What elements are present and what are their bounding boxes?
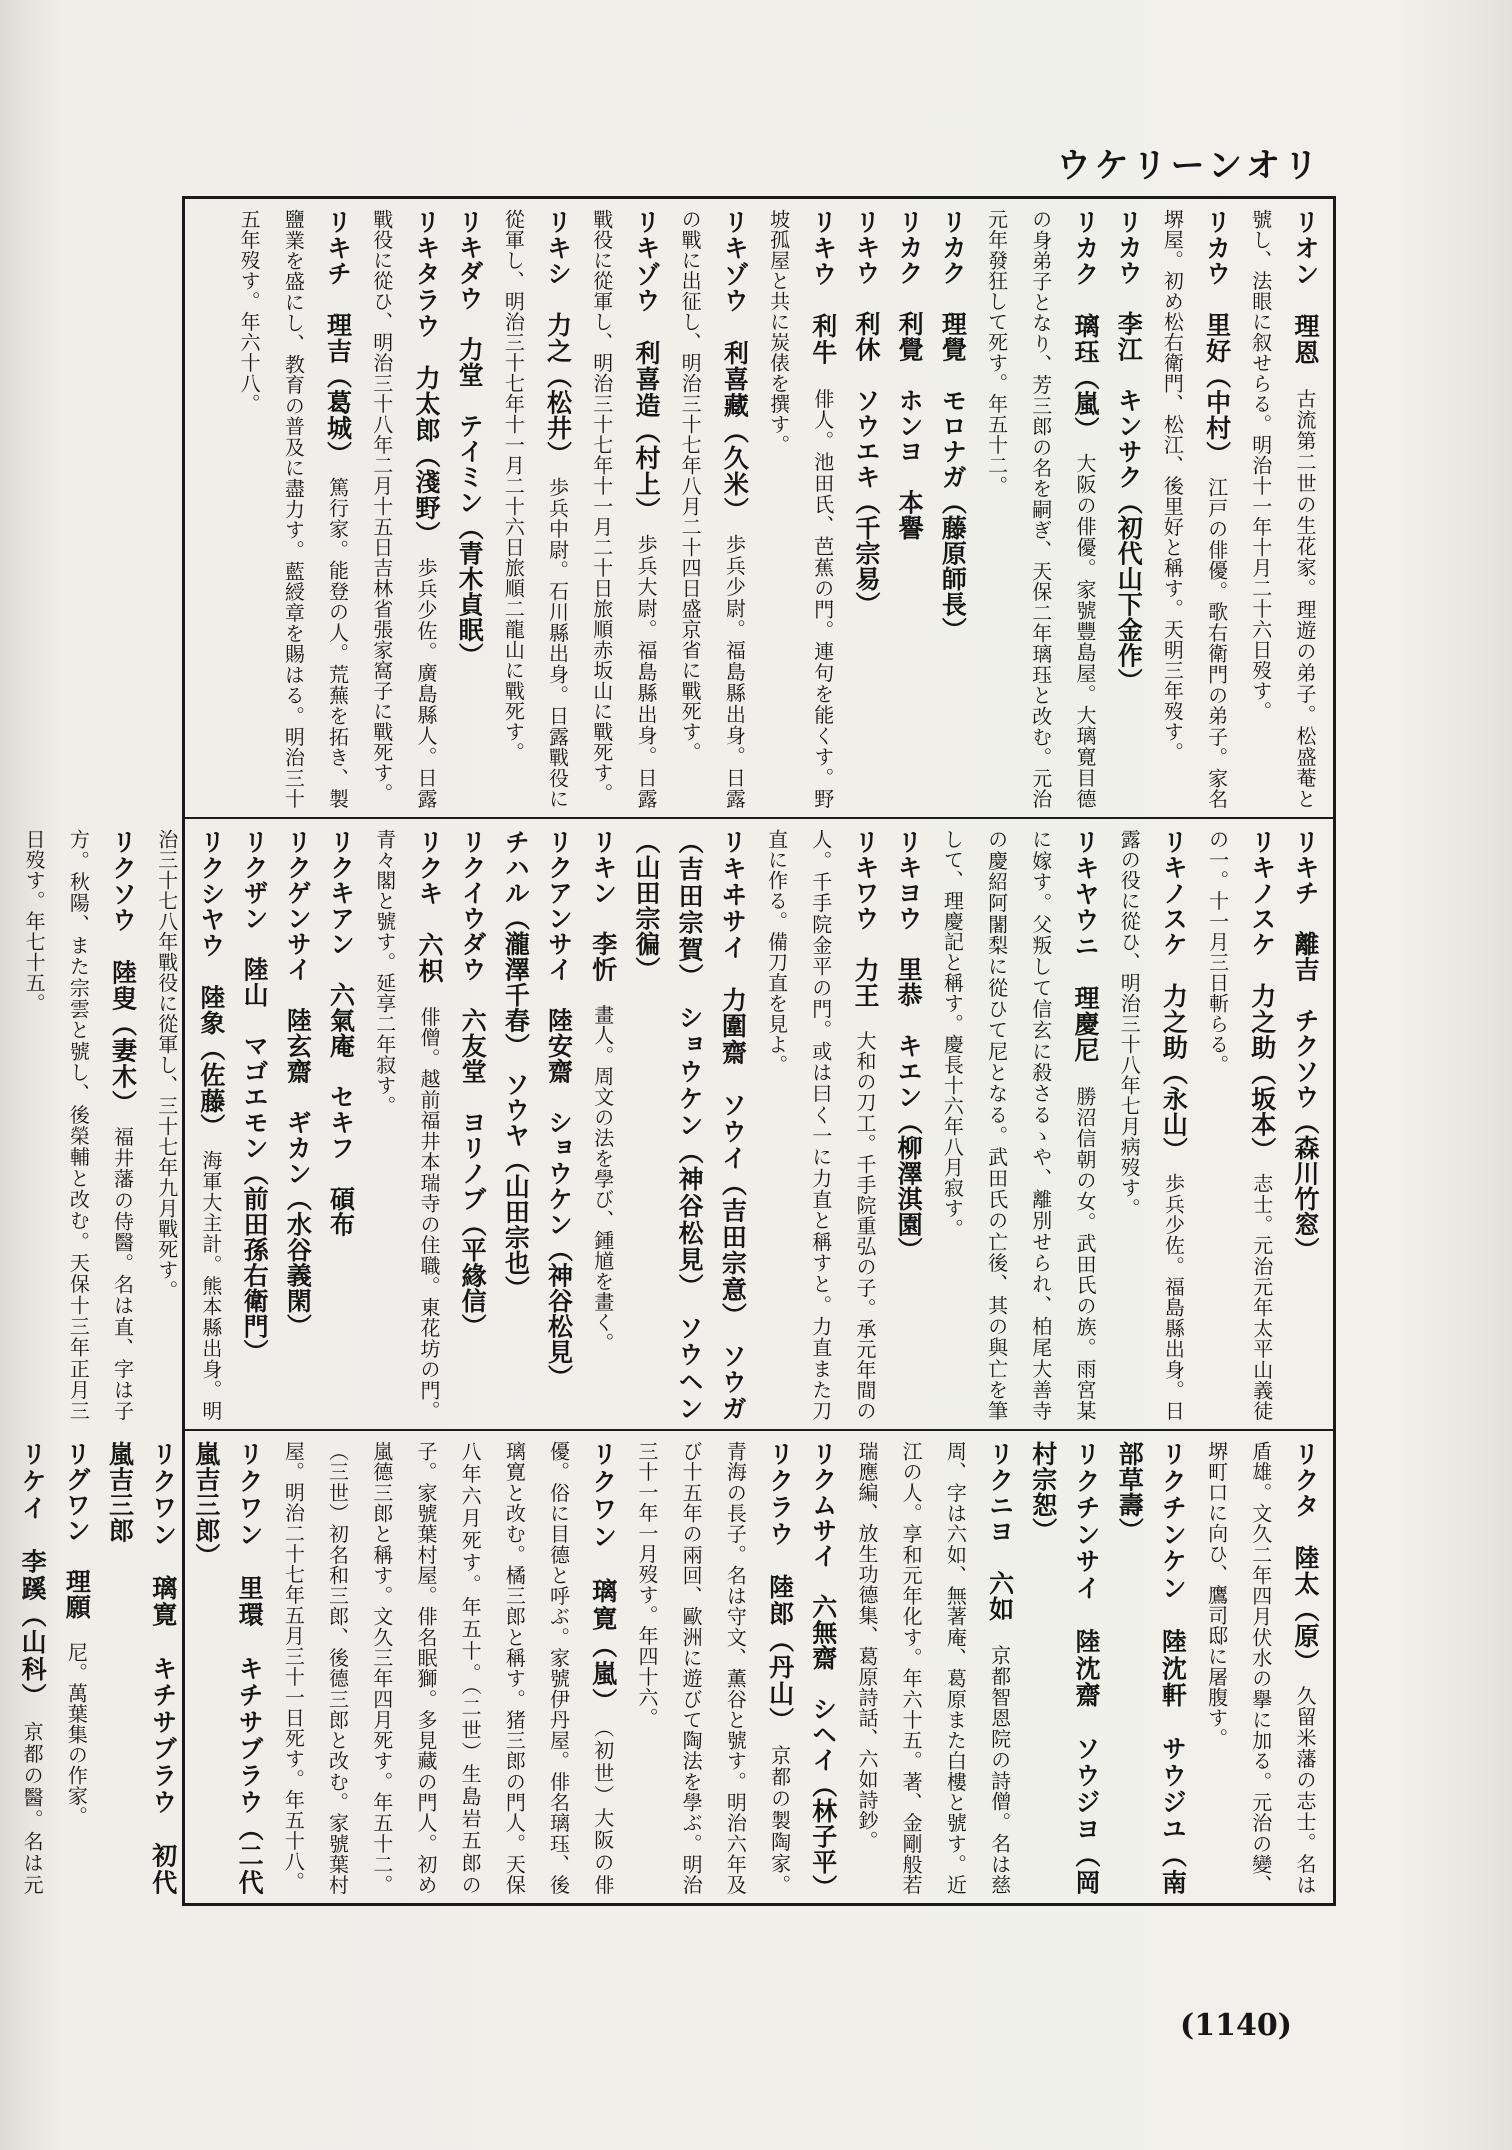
entry-headword: リキノスケ 力之助（永山） (1159, 829, 1189, 1151)
entry-headword: リクラウ 陸郎（丹山） (765, 1441, 795, 1722)
entry-headword: リクワン 璃寛（嵐） (588, 1441, 618, 1703)
entry-headword: リオン 理恩 (1291, 209, 1320, 366)
dictionary-frame (18, 196, 1336, 1906)
dictionary-entry (1284, 829, 1327, 1421)
dictionary-entry (887, 829, 930, 1421)
entry-headword: リキタラウ 力太郎（淺野） (411, 209, 441, 535)
dictionary-entry (625, 1441, 802, 1895)
dictionary-entry (668, 209, 756, 809)
entry-spacer (591, 1703, 616, 1727)
entry-spacer (546, 454, 571, 477)
entry-headword: リクゲンサイ 陸玄齋 ギカン（水谷義閑） (283, 829, 313, 1339)
entry-definition: 古流第二世の生花家。理遊の弟子。松盛菴と號し、法眼に叙せらる。明治十一年十月二十六日歿す。 (1248, 209, 1317, 810)
entry-definition: 歩兵大尉。福島縣出身。日露戰役に從軍し、明治三十七年十一月二十日旅順赤坂山に戰死す。 (589, 209, 658, 810)
dictionary-entry (319, 829, 362, 1421)
dictionary-entry (974, 209, 1107, 809)
dictionary-entry (448, 209, 491, 809)
dictionary-entry (0, 1441, 54, 1895)
entry-spacer (326, 454, 351, 477)
entry-spacer (1205, 454, 1230, 477)
entry-spacer (1293, 1663, 1318, 1686)
entry-spacer (634, 511, 659, 534)
dictionary-entry (581, 829, 625, 1421)
dictionary-entry (537, 829, 580, 1421)
dictionary-entry (1107, 209, 1150, 809)
entry-headword: リカウ 里好（中村） (1202, 209, 1232, 455)
dictionary-entry (54, 1441, 98, 1895)
entry-spacer (20, 1697, 45, 1721)
entry-headword: リクムサイ 六無齋 シヘイ（林子平） (808, 1441, 838, 1900)
entry-headword: リカク 利覺 ホンヨ 本譽 (895, 209, 925, 541)
entry-headword: リキン 李忻 (588, 829, 618, 982)
entry-definition: 江戸の俳優。歌右衛門の弟子。家名堺屋。初め松右衛門、松江、後里好と稱す。天明三年歿す。 (1160, 209, 1229, 810)
entry-spacer (988, 1622, 1013, 1645)
dictionary-entry (494, 829, 537, 1421)
entry-headword: リカク 璃珏（嵐） (1070, 209, 1100, 431)
running-head: ウケリーンオリ (1056, 146, 1322, 186)
entry-spacer (722, 511, 747, 534)
dictionary-entry (145, 829, 233, 1421)
entry-spacer (591, 982, 616, 1005)
entry-headword: リクイウダウ 六友堂 ヨリノブ（平緣信） (458, 829, 488, 1339)
entry-headword: リクワン 里環 キチサブラウ（二代嵐吉三郎） (191, 1441, 265, 1895)
dictionary-entry (754, 829, 887, 1421)
dictionary-entry (888, 209, 931, 809)
entry-headword: リクキアン 六氣庵 セキフ 碩布 (326, 829, 356, 1237)
dictionary-entry (1107, 829, 1195, 1421)
entry-headword: リキワウ 力王 (850, 829, 880, 1008)
entry-definition: 大阪の俳優。家號豐島屋。大璃寛目德の身弟子となり、芳三郎の名を嗣ぎ、天保二年璃珏と改む。元治元年發狂して死す。年五十二。 (984, 209, 1097, 810)
dictionary-entry (1239, 209, 1327, 809)
entry-headword: リキゾウ 利喜藏（久米） (720, 209, 750, 511)
entry-definition: （初世）大阪の俳優。俗に目德と呼ぶ。家號伊丹屋。俳名璃珏、後璃寛と改む。橘三郎と稱す。猪三郎の門人。天保八年六月死す。年五十。（二世）生島岩五郎の子。家號葉村屋。俳名眠獅。多見藏の門人。初め嵐德三郎と稱す。文久三年四月死す。年五十二。（三世）初名和三郎、後德三郎と改む。家號葉村屋。明治二十七年五月三十一日死す。年五十八。 (281, 1441, 615, 1896)
dictionary-entry (227, 209, 360, 809)
dictionary-entry (802, 1441, 845, 1900)
entry-headword: リキシ 力之（松井） (543, 209, 573, 455)
entry-definition: 京都の醫。名は元 (20, 1721, 45, 1896)
page-number: (1140) (1180, 2008, 1292, 2043)
entry-spacer (64, 1620, 89, 1643)
dictionary-entry (845, 1441, 1022, 1895)
entry-headword: リクワン 璃寛 キチサブラウ 初代嵐吉三郎 (105, 1441, 178, 1895)
dictionary-entry (276, 829, 319, 1421)
entry-headword: リクチンサイ 陸沈齋 ソウジヨ（岡村宗恕） (1028, 1441, 1101, 1895)
middle-tier (22, 817, 1333, 1429)
entry-headword: リカク 理覺 モロナガ（藤原師長） (938, 209, 968, 643)
entry-headword: リキノスケ 力之助（坂本） (1247, 829, 1277, 1151)
entry-headword: リキチ 理吉（葛城） (323, 209, 353, 455)
entry-spacer (1073, 430, 1098, 453)
dictionary-entry (1150, 209, 1238, 809)
entry-spacer (199, 1127, 224, 1150)
dictionary-entry (185, 1441, 271, 1895)
dictionary-entry (1022, 1441, 1108, 1895)
dictionary-entry (451, 829, 494, 1421)
entry-spacer (414, 535, 439, 558)
entry-headword: リクニヨ 六如 (985, 1441, 1015, 1623)
entry-spacer (111, 1103, 136, 1126)
entry-spacer (1073, 1063, 1098, 1086)
entry-headword: リクザン 陸山 マゴエモン（前田孫右衛門） (240, 829, 270, 1365)
entry-headword: リクシヤウ 陸象（佐藤） (196, 829, 226, 1128)
dictionary-entry (98, 1441, 184, 1895)
entry-definition: 俳人。池田氏、芭蕉の門。連句を能くす。野坡孤屋と共に炭俵を撰す。 (766, 209, 835, 810)
entry-definition: 志士。元治元年太平山義徒の一。十一月三日斬らる。 (1205, 829, 1274, 1422)
entry-headword: リキヰサイ 力圍齋 ソウイ（吉田宗意） ソウガ（吉田宗賀） ショウケン（神谷松見） ソウヘン（山田宗徧） (631, 829, 748, 1421)
dictionary-entry (756, 209, 844, 809)
entry-definition: 久留米藩の志士。名は盾雄。文久二年四月伏水の擧に加る。元治の變、堺町口に向ひ、鷹司邸に屠腹す。 (1204, 1441, 1317, 1895)
entry-definition: 海軍大主計。熊本縣出身。明治三十七八年戰役に從軍し、三十七年九月戰死す。 (154, 829, 223, 1422)
entry-headword: リクソウ 陸叟（妻木） (108, 829, 138, 1104)
entry-definition: 京都智恩院の詩僧。名は慈周、字は六如、無著庵、葛原また白樓と號す。近江の人。享和元年化す。年六十五。著、金剛般若瑞應編、放生功德集、葛原詩話、六如詩鈔。 (854, 1441, 1012, 1896)
entry-headword: リカウ 李江 キンサク（初代山下金作） (1114, 209, 1144, 694)
dictionary-entry (363, 829, 451, 1421)
entry-definition: 大和の刀工。千手院重弘の子。承元年間の人。千手院金平の門。或は曰く一に力直と稱すと。力直また刀直に作る。備刀直を見よ。 (764, 829, 877, 1422)
entry-headword: リグワン 理願 (62, 1441, 92, 1620)
entry-headword: チハル（瀧澤千春） ソウヤ（山田宗也） (501, 829, 531, 1301)
dictionary-entry (1194, 1441, 1327, 1895)
entry-headword: リキヤウニ 理慶尼 (1070, 829, 1100, 1063)
dictionary-entry (930, 829, 1107, 1421)
entry-definition: 尼。萬葉集の作家。 (64, 1642, 89, 1827)
dictionary-entry (625, 829, 755, 1421)
entry-definition: 俳僧。越前福井本瑞寺の住職。東花坊の門。青々閣と號す。延享二年寂す。 (372, 829, 441, 1421)
dictionary-entry (845, 209, 888, 809)
entry-definition: 歩兵少尉。福島縣出身。日露の戰に出征し、明治三十七年八月二十四日盛京省に戰死す。 (678, 209, 747, 810)
entry-spacer (853, 1008, 878, 1031)
entry-spacer (1293, 365, 1318, 388)
dictionary-entry (1108, 1441, 1194, 1895)
entry-headword: リクタ 陸太（原） (1291, 1441, 1320, 1663)
entry-headword: リクキ 六枳 (414, 829, 444, 984)
dictionary-entry (491, 209, 579, 809)
dictionary-entry (271, 1441, 625, 1895)
entry-headword: リキウ 利休 ソウエキ（千宗易） (851, 209, 881, 617)
upper-tier (185, 199, 1333, 817)
entry-headword: リキゾウ 利喜造（村上） (631, 209, 661, 511)
entry-definition: 歩兵少佐。廣島縣人。日露戰役に從ひ、明治三十八年二月十五日吉林省張家窩子に戰死す。 (369, 209, 438, 809)
entry-definition: 福井藩の侍醫。名は直、字は子方。秋陽、また宗雲と號し、後榮輔と改む。天保十三年正月三日歿す。年七十五。 (22, 829, 135, 1422)
entry-spacer (1161, 1150, 1186, 1173)
dictionary-entry (360, 209, 448, 809)
entry-headword: リキヨウ 里恭 キエン（柳澤淇園） (894, 829, 924, 1263)
entry-headword: リキチ 離吉 チクソウ（森川竹窓） (1291, 829, 1320, 1263)
dictionary-entry (12, 829, 145, 1421)
lower-tier (18, 1429, 1333, 1903)
entry-definition: 畫人。周文の法を學び、鍾馗を畫く。 (590, 1004, 615, 1353)
entry-spacer (417, 984, 442, 1007)
entry-definition: 歩兵少佐。福島縣出身。日露の役に從ひ、明治三十八年七月病歿す。 (1117, 829, 1186, 1422)
dictionary-entry (233, 829, 276, 1421)
dictionary-entry (580, 209, 668, 809)
entry-headword: リクアンサイ 陸安齋 ショウケン（神谷松見） (544, 829, 574, 1390)
dictionary-entry (931, 209, 974, 809)
entry-definition: 歩兵中尉。石川縣出身。日露戰役に從軍し、明治三十七年十一月二十六日旅順二龍山に戰死す。 (501, 209, 570, 810)
dictionary-entry (1195, 829, 1283, 1421)
entry-spacer (1250, 1150, 1275, 1173)
entry-headword: リケイ 李蹊（山科） (18, 1441, 48, 1698)
entry-headword: リキダウ 力堂 テイミン（青木貞眠） (455, 209, 485, 668)
entry-definition: 勝沼信朝の女。武田氏の族。雨宮某に嫁す。父叛して信玄に殺さるゝや、離別せられ、柏尾大善寺の慶紹阿闍梨に從ひて尼となる。武田氏の亡後、其の與亡を筆して、理慶記と稱す。慶長十六年八月寂す。 (940, 829, 1097, 1422)
entry-spacer (768, 1721, 793, 1745)
entry-spacer (811, 365, 836, 388)
entry-headword: リキウ 利牛 (808, 209, 838, 366)
entry-definition: 篤行家。能登の人。荒蕪を拓き、製鹽業を盛にし、教育の普及に盡力す。藍綬章を賜はる。明治三十五年歿す。年六十八。 (237, 209, 350, 810)
entry-definition: 京都の製陶家。青海の長子。名は守文、薫谷と號す。明治六年及び十五年の兩回、歐洲に遊びて陶法を學ぶ。明治三十一年一月歿す。年四十六。 (634, 1441, 792, 1896)
entry-headword: リクチンケン 陸沈軒 サウジユ（南部草壽） (1115, 1441, 1188, 1895)
